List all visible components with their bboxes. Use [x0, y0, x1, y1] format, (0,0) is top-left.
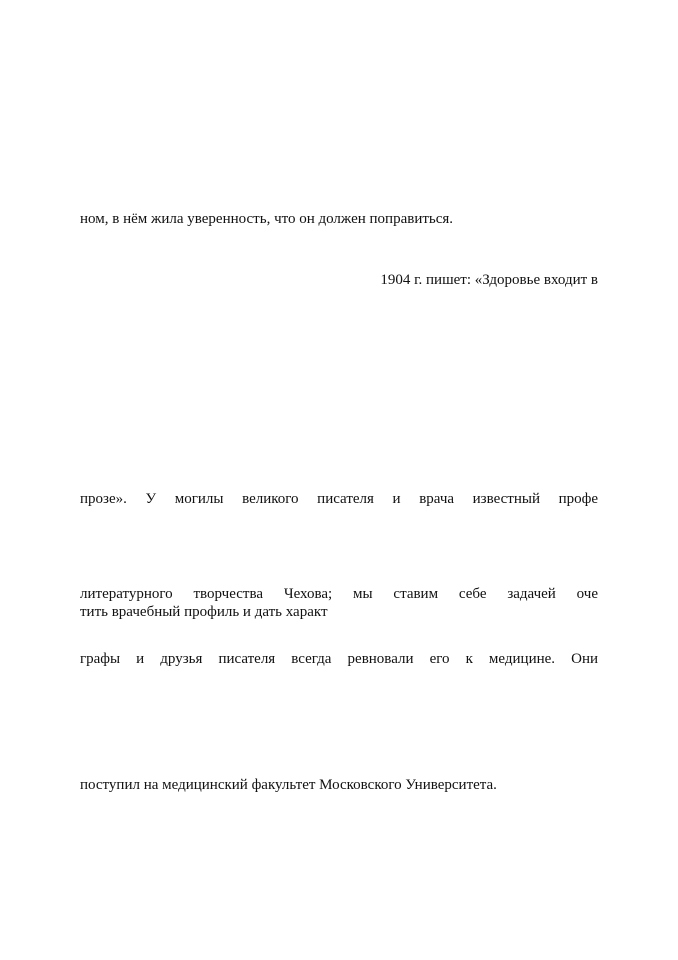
text-line-1: ном, в нём жила уверенность, что он должен поправиться.: [80, 211, 454, 227]
text-line-7: поступил на медицинский факультет Московского Университета.: [80, 777, 497, 793]
text-line-5: тить врачебный профиль и дать характ: [80, 604, 328, 620]
text-line-4: литературного творчества Чехова; мы ставим себе задачей оче: [80, 586, 598, 602]
text-line-3: прозе». У могилы великого писателя и врача известный профе: [80, 491, 598, 507]
text-line-6: графы и друзья писателя всегда ревновали его к медицине. Они: [80, 651, 598, 667]
text-line-2: 1904 г. пишет: «Здоровье входит в: [380, 272, 598, 288]
